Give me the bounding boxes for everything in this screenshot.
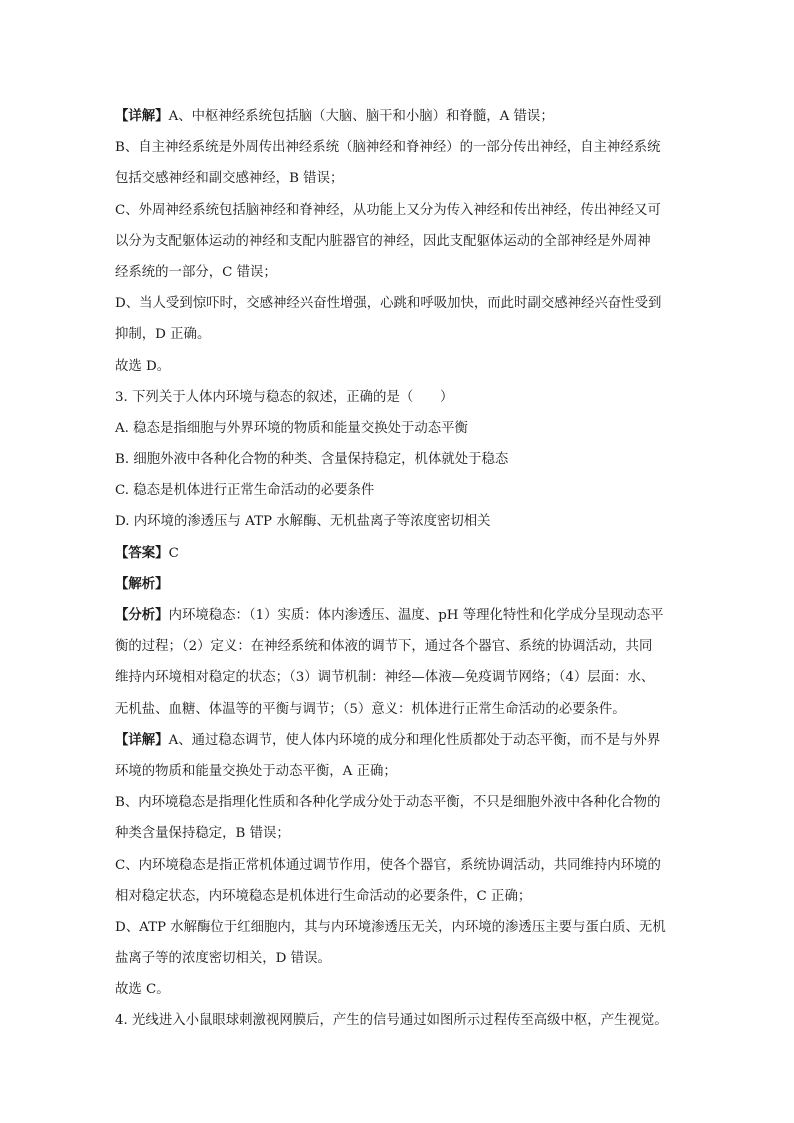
line-text: 包括交感神经和副交感神经，B 错误； — [115, 171, 344, 187]
line-text: B. 细胞外液中各种化合物的种类、含量保持稳定，机体就处于稳态 — [115, 452, 509, 468]
section-tag: 【详解】 — [115, 731, 169, 748]
text-line-20 — [115, 694, 681, 725]
text-line-3 — [115, 163, 681, 194]
text-line-4 — [115, 195, 681, 226]
answer-value: C — [168, 545, 179, 561]
line-text: 内环境稳态：（1）实质：体内渗透压、温度、pH 等理化特性和化学成分呈现动态平 — [168, 608, 664, 623]
line-text: C、内环境稳态是指正常机体通过调节作用，使各个器官，系统协调活动，共同维持内环境的 — [115, 857, 661, 873]
analysis-tag: 【解析】 — [115, 575, 169, 592]
page-content — [115, 101, 681, 1037]
section-tag: 【分析】 — [115, 607, 169, 623]
line-text: 4. 光线进入小鼠眼球刺激视网膜后，产生的信号通过如图所示过程传至高级中枢，产生视觉。 — [115, 1013, 668, 1029]
line-text: 故选 C。 — [115, 982, 170, 998]
text-line-7 — [115, 288, 681, 319]
text-line-8 — [115, 319, 681, 350]
text-line-24 — [115, 818, 681, 849]
line-text: 抑制，D 正确。 — [115, 327, 211, 343]
text-line-22 — [115, 756, 681, 787]
option-a — [115, 413, 681, 444]
text-line-6 — [115, 257, 681, 288]
line-text: 故选 D。 — [115, 358, 171, 374]
text-line-26 — [115, 881, 681, 912]
line-text: A. 稳态是指细胞与外界环境的物质和能量交换处于动态平衡 — [115, 420, 468, 436]
line-text: D、当人受到惊吓时，交感神经兴奋性增强，心跳和呼吸加快，而此时副交感神经兴奋性受到 — [115, 296, 662, 312]
text-line-21 — [115, 725, 681, 756]
question-3-stem — [115, 382, 681, 413]
line-text: 种类含量保持稳定，B 错误； — [115, 826, 290, 842]
line-text: 盐离子等的浓度密切相关，D 错误。 — [115, 951, 331, 967]
line-text: 相对稳定状态，内环境稳态是机体进行生命活动的必要条件，C 正确； — [115, 888, 532, 904]
text-line-5 — [115, 226, 681, 257]
text-line-19 — [115, 662, 681, 693]
answer-tag: 【答案】 — [115, 544, 169, 561]
line-text: 无机盐、血糖、体温等的平衡与调节；（5）意义：机体进行正常生命活动的必要条件。 — [115, 701, 626, 717]
line-text: C、外周神经系统包括脑神经和脊神经，从功能上又分为传入神经和传出神经，传出神经又可 — [115, 202, 661, 218]
line-text: C. 稳态是机体进行正常生命活动的必要条件 — [115, 483, 375, 499]
text-line-2 — [115, 132, 681, 163]
text-line-29 — [115, 974, 681, 1005]
section-tag: 【详解】 — [115, 108, 169, 124]
text-line-1 — [115, 101, 681, 132]
option-d — [115, 506, 681, 537]
line-text: 3. 下列关于人体内环境与稳态的叙述，正确的是（ ） — [115, 389, 454, 405]
option-b — [115, 444, 681, 475]
text-line-17 — [115, 600, 681, 631]
text-line-23 — [115, 787, 681, 818]
line-text: 衡的过程；（2）定义：在神经系统和体液的调节下，通过各个器官、系统的协调活动，共同 — [115, 639, 653, 655]
line-text: B、内环境稳态是指理化性质和各种化学成分处于动态平衡，不只是细胞外液中各种化合物的 — [115, 795, 661, 811]
line-text: 环境的物质和能量交换处于动态平衡，A 正确； — [115, 763, 397, 779]
line-text: 维持内环境相对稳定的状态；（3）调节机制：神经—体液—免疫调节网络；（4）层面：水、 — [115, 670, 655, 686]
line-text: 以分为支配躯体运动的神经和支配内脏器官的神经，因此支配躯体运动的全部神经是外周神 — [115, 233, 651, 249]
line-text: D、ATP 水解酶位于红细胞内，其与内环境渗透压无关，内环境的渗透压主要与蛋白质、无机 — [115, 919, 666, 935]
line-text: A、中枢神经系统包括脑（大脑、脑干和小脑）和脊髓，A 错误； — [168, 109, 554, 124]
line-text: 经系统的一部分，C 错误； — [115, 264, 277, 280]
text-line-28 — [115, 943, 681, 974]
analysis-heading — [115, 569, 681, 600]
text-line-9 — [115, 351, 681, 382]
question-4-stem — [115, 1005, 681, 1036]
line-text: B、自主神经系统是外周传出神经系统（脑神经和脊神经）的一部分传出神经，自主神经系统 — [115, 140, 661, 156]
answer-line — [115, 538, 681, 569]
option-c — [115, 475, 681, 506]
text-line-18 — [115, 631, 681, 662]
line-text: A、通过稳态调节，使人体内环境的成分和理化性质都处于动态平衡，而不是与外界 — [168, 732, 661, 748]
text-line-25 — [115, 850, 681, 881]
line-text: D. 内环境的渗透压与 ATP 水解酶、无机盐离子等浓度密切相关 — [115, 514, 491, 530]
text-line-27 — [115, 912, 681, 943]
